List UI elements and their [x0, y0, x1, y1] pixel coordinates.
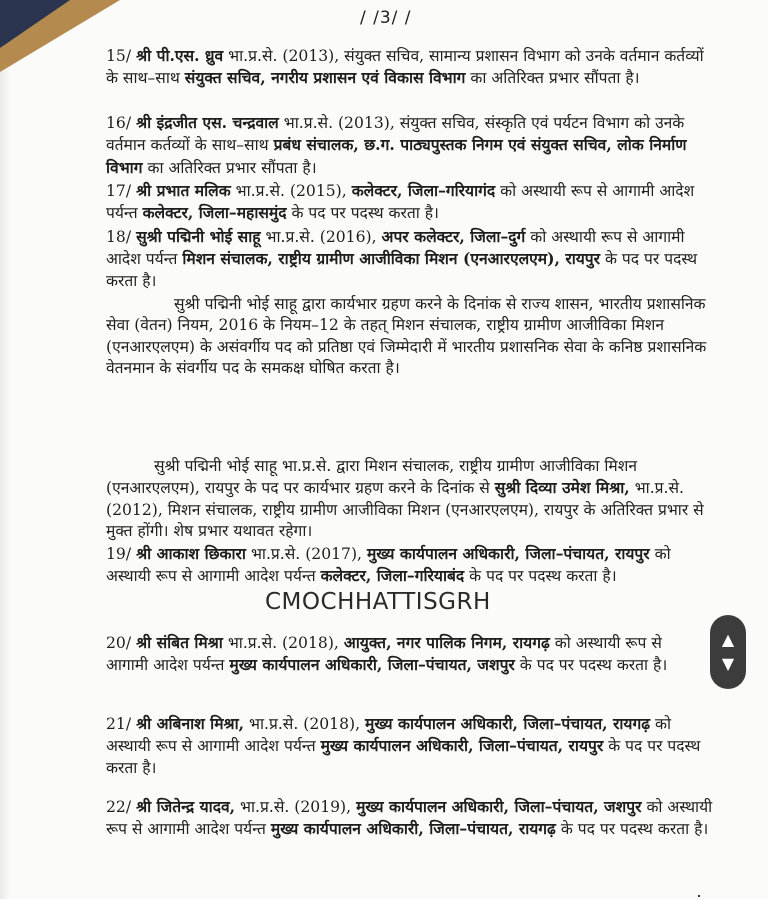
scroll-up-icon[interactable]: ▲	[721, 630, 735, 649]
page-number: / /3/ /	[360, 8, 412, 28]
speck	[698, 895, 700, 897]
declaration-paragraph: सुश्री पद्मिनी भोई साहू द्वारा कार्यभार ग्रहण करने के दिनांक से राज्य शासन, भारतीय प्रशासनिक सेवा (वेतन) नियम, 2016 के नियम–12 के तहत् मिशन संचालक, राष्ट्रीय ग्रामीण आजीविका मिशन (एनआरएलएम) के असंवर्गीय पद को प्रतिष्ठा एवं जिम्मेदारी में भारतीय प्रशासनिक सेवा के कनिष्ठ प्रशासनिक वेतनमान के संवर्गीय पद के समकक्ष घोषित करता है।	[106, 295, 707, 378]
order-paragraph-22: 22/ श्री जितेन्द्र यादव, भा.प्र.से. (2019), मुख्य कार्यपालन अधिकारी, जिला–पंचायत, जशपुर को अस्थायी रूप से आगामी आदेश पर्यन्त मुख्य कार्यपालन अधिकारी, जिला–पंचायत, रायगढ़ के पद पर पदस्थ करता है।	[106, 797, 713, 839]
order-paragraph-18: 18/ सुश्री पद्मिनी भोई साहू भा.प्र.से. (2016), अपर कलेक्टर, जिला–दुर्ग को अस्थायी रूप से आगामी आदेश पर्यन्त मिशन संचालक, राष्ट्रीय ग्रामीण आजीविका मिशन (एनआरएलएम), रायपुर के पद पर पदस्थ करता है।	[106, 227, 698, 290]
order-paragraph-19: 19/ श्री आकाश छिकारा भा.प्र.से. (2017), मुख्य कार्यपालन अधिकारी, जिला–पंचायत, रायपुर को अस्थायी रूप से आगामी आदेश पर्यन्त कलेक्टर, जिला–गरियाबंद के पद पर पदस्थ करता है।	[106, 544, 671, 586]
order-paragraph-21: 21/ श्री अबिनाश मिश्रा, भा.प्र.से. (2018), मुख्य कार्यपालन अधिकारी, जिला–पंचायत, रायगढ़ को अस्थायी रूप से आगामी आदेश पर्यन्त मुख्य कार्यपालन अधिकारी, जिला–पंचायत, रायपुर के पद पर पदस्थ करता है।	[106, 714, 701, 777]
order-paragraph-17: 17/ श्री प्रभात मलिक भा.प्र.से. (2015), कलेक्टर, जिला–गरियागंद को अस्थायी रूप से आगामी आदेश पर्यन्त कलेक्टर, जिला–महासमुंद के पद पर पदस्थ करता है।	[106, 181, 695, 223]
order-paragraph-16: 16/ श्री इंद्रजीत एस. चन्द्रवाल भा.प्र.से. (2013), संयुक्त सचिव, संस्कृति एवं पर्यटन विभाग को उनके वर्तमान कर्तव्यों के साथ–साथ प्रबंध संचालक, छ.ग. पाठ्यपुस्तक निगम एवं संयुक्त सचिव, लोक निर्माण विभाग का अतिरिक्त प्रभार सौंपता है।	[106, 113, 687, 177]
order-paragraph-15: 15/ श्री पी.एस. ध्रुव भा.प्र.से. (2013), संयुक्त सचिव, सामान्य प्रशासन विभाग को उनके वर्तमान कर्तव्यों के साथ–साथ संयुक्त सचिव, नगरीय प्रशासन एवं विकास विभाग का अतिरिक्त प्रभार सौंपता है।	[106, 46, 704, 88]
page-edge-shadow	[0, 0, 10, 899]
background-corner	[0, 0, 70, 48]
scroll-down-icon[interactable]: ▼	[721, 654, 735, 673]
scroll-navigation	[710, 615, 746, 689]
order-paragraph-20: 20/ श्री संबित मिश्रा भा.प्र.से. (2018), आयुक्त, नगर पालिक निगम, रायगढ़ को अस्थायी रूप से आगामी आदेश पर्यन्त मुख्य कार्यपालन अधिकारी, जिला–पंचायत, जशपुर के पद पर पदस्थ करता है।	[106, 633, 668, 675]
relieve-paragraph: सुश्री पद्मिनी भोई साहू भा.प्र.से. द्वारा मिशन संचालक, राष्ट्रीय ग्रामीण आजीविका मिशन (एनआरएलएम), रायपुर के पद पर कार्यभार ग्रहण करने के दिनांक से सुश्री दिव्या उमेश मिश्रा, भा.प्र.से. (2012), मिशन संचालक, राष्ट्रीय ग्रामीण आजीविका मिशन (एनआरएलएम), रायपुर के अतिरिक्त प्रभार से मुक्त होंगी। शेष प्रभार यथावत रहेगा।	[106, 457, 704, 541]
watermark-text: CMOCHHATTISGRH	[265, 589, 491, 615]
